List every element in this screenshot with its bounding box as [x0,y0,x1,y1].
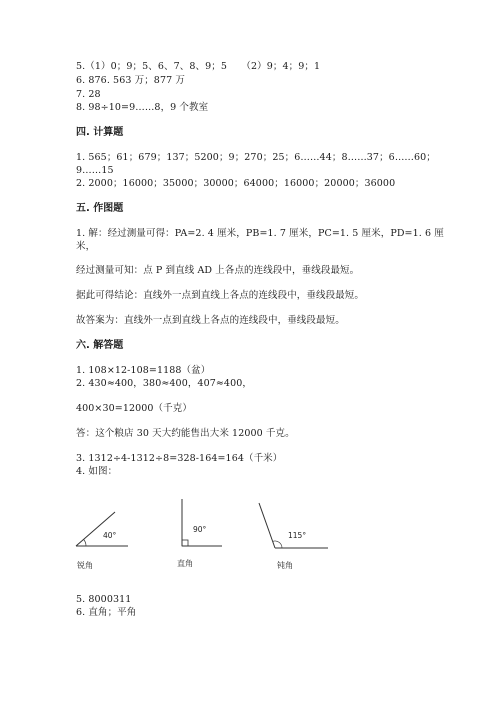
section-heading-calculation: 四. 计算题 [76,127,124,138]
solution-answer: 答：这个粮店 30 天大约能售出大米 12000 千克。 [76,428,295,439]
angles-figure [66,492,356,574]
right-degree-label: 90° [193,525,207,534]
drawing-answer: 故答案为：直线外一点到直线上各点的连线段中，垂线段最短。 [76,315,345,326]
solution-line-4: 4. 如图： [76,466,118,477]
acute-caption: 锐角 [77,561,93,570]
solution-line-6: 6. 直角；平角 [76,607,137,618]
obtuse-caption: 钝角 [277,561,293,570]
solution-line-2: 2. 430≈400，380≈400，407≈400， [76,378,252,389]
solution-line-2b: 400×30=12000（千克） [76,403,192,414]
solution-line-1: 1. 108×12-108=1188（盆） [76,365,211,376]
drawing-conclusion: 据此可得结论：直线外一点到直线上各点的连线段中，垂线段最短。 [76,290,365,301]
right-angle [182,499,222,546]
right-caption: 直角 [177,559,193,568]
acute-angle [76,512,128,546]
drawing-observation: 经过测量可知：点 P 到直线 AD 上各点的连线段中，垂线段最短。 [76,265,360,276]
drawing-line-1-cont: 米， [76,241,96,252]
solution-line-3: 3. 1312÷4-1312÷8=328-164=164（千米） [76,453,283,464]
section-heading-drawing: 五. 作图题 [76,203,124,214]
obtuse-degree-label: 115° [288,531,307,540]
section-heading-solutions: 六. 解答题 [76,340,124,351]
answer-line-7: 7. 28 [76,89,101,100]
calc-line-2: 2. 2000；16000；35000；30000；64000；16000；20000；36000 [76,178,396,189]
answer-line-8: 8. 98÷10=9……8，9 个教室 [76,102,209,113]
answer-line-5: 5.（1）0；9；5、6、7、8、9；5 （2）9；4；9；1 [76,61,321,72]
calc-line-1: 1. 565；61；679；137；5200；9；270；25；6……44；8……37；6……60； [76,152,436,163]
solution-line-5: 5. 8000311 [76,594,132,605]
obtuse-angle [259,503,328,548]
drawing-line-1: 1. 解：经过测量可得：PA=2. 4 厘米，PB=1. 7 厘米，PC=1. 5 厘米，PD=1. 6 厘 [76,228,444,239]
answer-line-6: 6. 876. 563 万；877 万 [76,75,185,86]
acute-degree-label: 40° [103,531,117,540]
calc-line-1-cont: 9……15 [76,165,114,176]
